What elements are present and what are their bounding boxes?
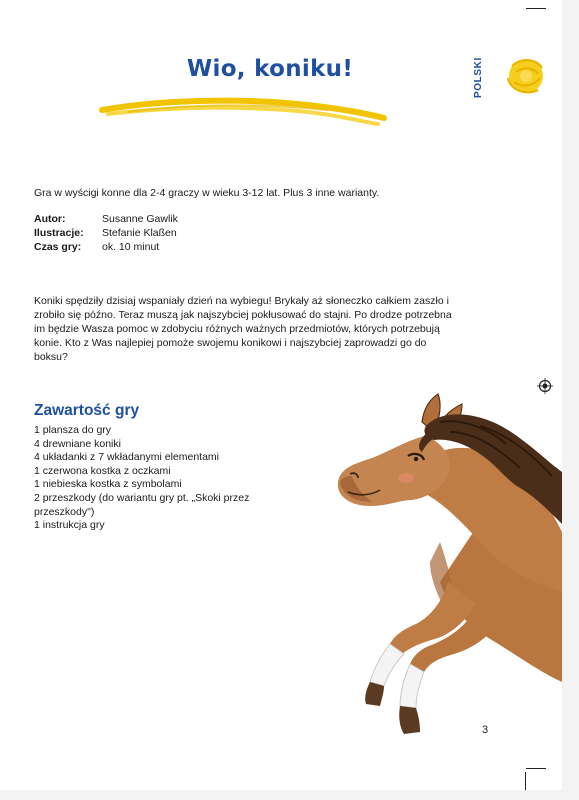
list-item: 2 przeszkody (do wariantu gry pt. „Skoki przez	[34, 491, 250, 504]
story-line: Koniki spędziły dzisiaj wspaniały dzień na wybiegu! Brykały aż słoneczko całkiem zaszło i	[34, 295, 449, 307]
credit-label: Czas gry:	[34, 241, 82, 253]
story-paragraph	[34, 294, 454, 364]
story-line: zrobiło się późno. Teraz muszą jak najszybciej pokłusować do stajni. Po drodze potrzebna	[34, 309, 452, 321]
language-tab: POLSKI	[473, 57, 484, 98]
yellow-brushstroke	[98, 94, 388, 130]
crop-mark	[526, 768, 546, 769]
list-item: 1 plansza do gry	[34, 424, 112, 436]
contents-list	[34, 424, 284, 533]
list-item: przeszkody")	[34, 505, 95, 518]
page-title: Wio, koniku!	[186, 56, 354, 82]
crop-mark	[525, 772, 526, 790]
list-item: 1 instrukcja gry	[34, 519, 105, 532]
sun-icon	[500, 52, 550, 100]
intro-text: Gra w wyścigi konne dla 2-4 graczy w wieku 3-12 lat. Plus 3 inne warianty.	[34, 187, 380, 199]
credit-label: Ilustracje:	[34, 227, 84, 239]
credit-author	[34, 212, 178, 226]
credit-value: Susanne Gawlik	[102, 213, 178, 225]
credit-value: ok. 10 minut	[102, 241, 160, 253]
credit-playtime	[34, 240, 178, 254]
story-line: im będzie Wasza pomoc w zdobyciu różnych ważnych przedmiotów, których potrzebują	[34, 323, 440, 335]
contents-heading: Zawartość gry	[34, 402, 140, 419]
credit-value: Stefanie Klaßen	[102, 227, 177, 239]
horse-illustration	[330, 392, 562, 752]
credit-illustrator	[34, 226, 178, 240]
story-line: konie. Kto z Was najlepiej pomoże swojemu konikowi i najszybciej zaprowadzi go do	[34, 337, 427, 349]
list-item: 1 niebieska kostka z symbolami	[34, 478, 182, 491]
list-item: 1 czerwona kostka z oczkami	[34, 464, 171, 477]
list-item: 4 układanki z 7 wkładanymi elementami	[34, 451, 220, 464]
page-number: 3	[482, 724, 489, 736]
credits	[34, 212, 178, 254]
list-item: 4 drewniane koniki	[34, 437, 121, 450]
crop-mark	[526, 8, 546, 9]
credit-label: Autor:	[34, 213, 66, 225]
story-line: boksu?	[34, 351, 68, 363]
